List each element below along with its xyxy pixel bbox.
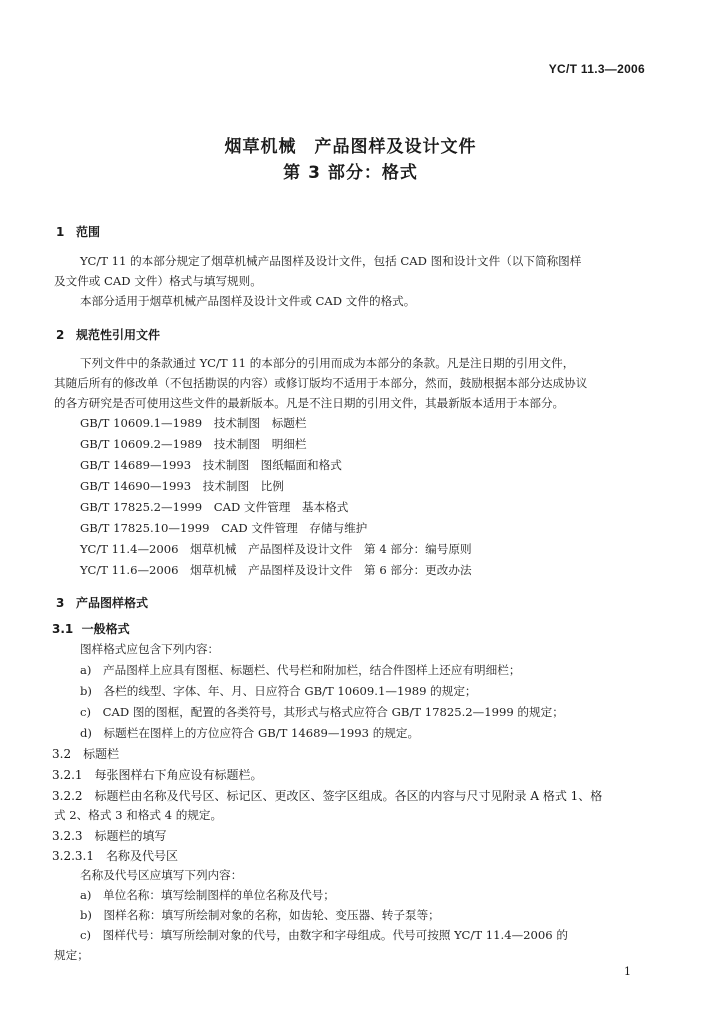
- section-3-2-2-text: 3.2.2 标题栏由名称及代号区、标记区、更改区、签字区组成。各区的内容与尺寸见附录 A 格式 1、格: [52, 789, 603, 803]
- section-1-para-scope: 本部分适用于烟草机械产品图样及设计文件或 CAD 文件的格式。: [80, 294, 416, 308]
- page-number: 1: [624, 965, 631, 978]
- list-item: c) CAD 图的图框，配置的各类符号，其形式与格式应符合 GB/T 17825.2—1999 的规定；: [80, 705, 564, 719]
- section-3-2-3-1-heading: 3.2.3.1 名称及代号区: [52, 849, 178, 863]
- list-item: b) 各栏的线型、字体、年、月、日应符合 GB/T 10609.1—1989 的规定；: [80, 684, 477, 698]
- reference-item: GB/T 17825.2—1999 CAD 文件管理 基本格式: [80, 500, 349, 514]
- section-1-para-line: 及文件或 CAD 文件）格式与填写规则。: [54, 274, 262, 288]
- reference-item: GB/T 10609.1—1989 技术制图 标题栏: [80, 416, 307, 430]
- list-item: a) 单位名称：填写绘制图样的单位名称及代号；: [80, 888, 335, 902]
- document-title: 烟草机械 产品图样及设计文件: [224, 137, 477, 157]
- section-3-heading: [56, 594, 148, 611]
- section-2-intro-line: 的各方研究是否可使用这些文件的最新版本。凡是不注日期的引用文件，其最新版本适用于本部分。: [54, 396, 565, 410]
- section-3-1-number: 3.1: [52, 622, 74, 636]
- section-1-heading: [56, 223, 100, 240]
- section-3-2-3-1-intro: 名称及代号区应填写下列内容：: [80, 868, 243, 882]
- list-item-continuation: 规定；: [54, 948, 89, 962]
- section-2-intro-line: 其随后所有的修改单（不包括勘误的内容）或修订版均不适用于本部分，然而，鼓励根据本部分达成协议: [54, 376, 588, 390]
- list-item: c) 图样代号：填写所绘制对象的代号，由数字和字母组成。代号可按照 YC/T 11.4—2006 的: [80, 928, 568, 942]
- reference-item: GB/T 14689—1993 技术制图 图纸幅面和格式: [80, 458, 342, 472]
- section-2-number: 2: [56, 328, 65, 342]
- section-3-2-1-text: 3.2.1 每张图样右下角应设有标题栏。: [52, 768, 263, 782]
- section-1-number: 1: [56, 225, 65, 239]
- section-3-2-heading: 3.2 标题栏: [52, 747, 120, 761]
- list-item: d) 标题栏在图样上的方位应符合 GB/T 14689—1993 的规定。: [80, 726, 420, 740]
- section-3-2-2-text-cont: 式 2、格式 3 和格式 4 的规定。: [54, 808, 223, 822]
- reference-item: GB/T 14690—1993 技术制图 比例: [80, 479, 284, 493]
- section-3-1-title: 一般格式: [81, 622, 130, 636]
- section-1-title: 范围: [76, 225, 101, 239]
- document-code: YC/T 11.3—2006: [548, 62, 645, 76]
- section-3-1-heading: [52, 620, 130, 637]
- reference-item: GB/T 17825.10—1999 CAD 文件管理 存储与维护: [80, 521, 368, 535]
- section-3-2-3-heading: 3.2.3 标题栏的填写: [52, 829, 167, 843]
- document-subtitle: 第 3 部分：格式: [283, 163, 418, 183]
- section-3-title: 产品图样格式: [76, 596, 149, 610]
- reference-item: YC/T 11.6—2006 烟草机械 产品图样及设计文件 第 6 部分：更改办法: [80, 563, 472, 577]
- section-2-heading: [56, 326, 160, 343]
- list-item: b) 图样名称：填写所绘制对象的名称，如齿轮、变压器、转子泵等；: [80, 908, 440, 922]
- section-1-para-line: YC/T 11 的本部分规定了烟草机械产品图样及设计文件，包括 CAD 图和设计文件（以下简称图样: [80, 254, 582, 268]
- reference-item: GB/T 10609.2—1989 技术制图 明细栏: [80, 437, 307, 451]
- section-2-title: 规范性引用文件: [76, 328, 161, 342]
- reference-item: YC/T 11.4—2006 烟草机械 产品图样及设计文件 第 4 部分：编号原则: [80, 542, 472, 556]
- list-item: a) 产品图样上应具有图框、标题栏、代号栏和附加栏，结合件图样上还应有明细栏；: [80, 663, 521, 677]
- section-2-intro-line: 下列文件中的条款通过 YC/T 11 的本部分的引用而成为本部分的条款。凡是注日期的引用文件，: [80, 356, 575, 370]
- section-3-number: 3: [56, 596, 65, 610]
- section-3-1-intro: 图样格式应包含下列内容：: [80, 642, 220, 656]
